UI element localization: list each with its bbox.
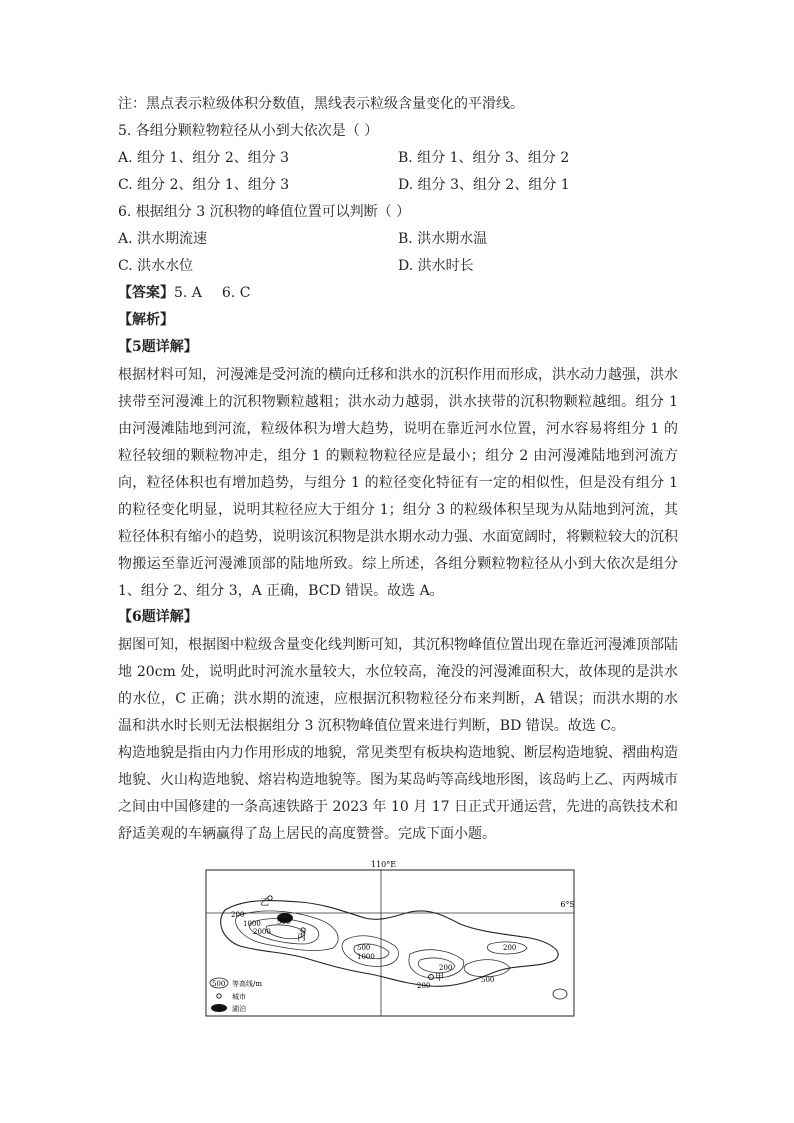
option-5b: B. 组分 1、组分 3、组分 2 [398,150,570,166]
contour-label: 500 [481,976,495,984]
city-jia-marker [429,975,434,980]
legend-contour-label: 等高线/m [232,980,262,988]
city-bing-label: 丙 [297,933,307,943]
page-content [118,92,678,848]
contour-label: 200 [503,944,517,952]
city-yi-label: 乙 [260,898,270,908]
intro-text: 构造地貌是指由内力作用形成的地貌，常见类型有板块构造地貌、断层构造地貌、褶曲构造地貌、火山构造地貌、熔岩构造地貌等。图为某岛屿等高线地形图，该岛屿上乙、丙两城市之间由中国修建的一条高速铁路于 2023 年 10 月 17 日正式开通运营，先进的高铁技术和舒适美观的车辆赢得了岛上居民的高度赞誉。完成下面小题。 [118,745,678,842]
contour-label: 1000 [243,920,261,928]
detail-5-label: 【5题详解】 [118,339,198,355]
contour-map-svg [205,860,577,1018]
answer-5: 5. A [174,285,202,301]
option-5d: D. 组分 3、组分 2、组分 1 [398,177,570,193]
answer-label: 【答案】 [118,285,174,301]
contour-500-far-east [464,960,510,977]
legend-lake-symbol [211,1004,227,1012]
answer-6: 6. C [221,285,251,301]
question-5-options-row-1 [118,146,678,173]
small-island [553,989,567,999]
figure-note: 注：黑点表示粒级体积分数值，黑线表示粒级含量变化的平滑线。 [118,96,524,112]
answer-line [118,281,678,308]
option-5a: A. 组分 1、组分 2、组分 3 [118,150,290,166]
city-jia-label: 甲 [435,973,445,983]
legend-contour-sample: 500 [212,980,226,988]
map-legend [210,978,262,1013]
question-6-stem: 6. 根据组分 3 沉积物的峰值位置可以判断（ ） [118,204,411,220]
option-6a: A. 洪水期流速 [118,231,208,247]
contour-label: 200 [439,964,453,972]
legend-lake-label: 湖泊 [232,1005,246,1013]
detail-6-label: 【6题详解】 [118,609,198,625]
option-6b: B. 洪水期水温 [398,231,488,247]
analysis-label: 【解析】 [118,312,174,328]
contour-label: 1000 [357,953,375,961]
question-5-options-row-2 [118,173,678,200]
option-6d: D. 洪水时长 [398,258,474,274]
legend-city-label: 城市 [232,993,246,1001]
contour-label: 2000 [253,928,271,936]
option-6c: C. 洪水水位 [118,258,194,274]
contour-map [205,860,577,1018]
lon-label: 110°E [371,860,397,869]
question-5-stem: 5. 各组分颗粒物粒径从小到大依次是（ ） [118,123,379,139]
contour-label: 500 [277,918,291,926]
legend-city-symbol [217,994,221,998]
contour-label: 200 [231,911,245,919]
lat-label: 6°S [560,900,575,909]
question-6-options-row-1 [118,227,678,254]
question-6-options-row-2 [118,254,678,281]
detail-6-text: 据图可知，根据图中粒级含量变化线判断可知，其沉积物峰值位置出现在靠近河漫滩顶部陆地 20cm 处，说明此时河流水量较大，水位较高，淹没的河漫滩面积大，故体现的是洪水的水位，C 正确；洪水期的流速，应根据沉积物粒径分布来判断，A 错误；而洪水期的水温和洪水时长则无法根据组分 3 沉积物峰值位置来进行判断，BD 错误。故选 C。 [118,637,678,734]
detail-5-text: 根据材料可知，河漫滩是受河流的横向迁移和洪水的沉积作用而形成，洪水动力越强，洪水挟带至河漫滩上的沉积物颗粒越粗；洪水动力越弱，洪水挟带的沉积物颗粒越细。组分 1 由河漫滩陆地到河流，粒级体积为增大趋势，说明在靠近河水位置，河水容易将组分 1 的粒径较细的颗粒物冲走，组分 1 的颗粒物粒径应是最小；组分 2 由河漫滩陆地到河流方向，粒径体积也有增加趋势，与组分 1 的粒径变化特征有一定的相似性，但是没有组分 1 的粒径变化明显，说明其粒径应大于组分 1；组分 3 的粒级体积呈现为从陆地到河流，其粒径体积有缩小的趋势，说明该沉积物是洪水期水动力强、水面宽阔时，将颗粒较大的沉积物搬运至靠近河漫滩顶部的陆地所致。综上所述，各组分颗粒物粒径从小到大依次是组分 1、组分 2、组分 3，A 正确，BCD 错误。故选 A。 [118,367,678,599]
contour-label: 200 [417,982,431,990]
contour-label: 500 [357,944,371,952]
option-5c: C. 组分 2、组分 1、组分 3 [118,177,290,193]
